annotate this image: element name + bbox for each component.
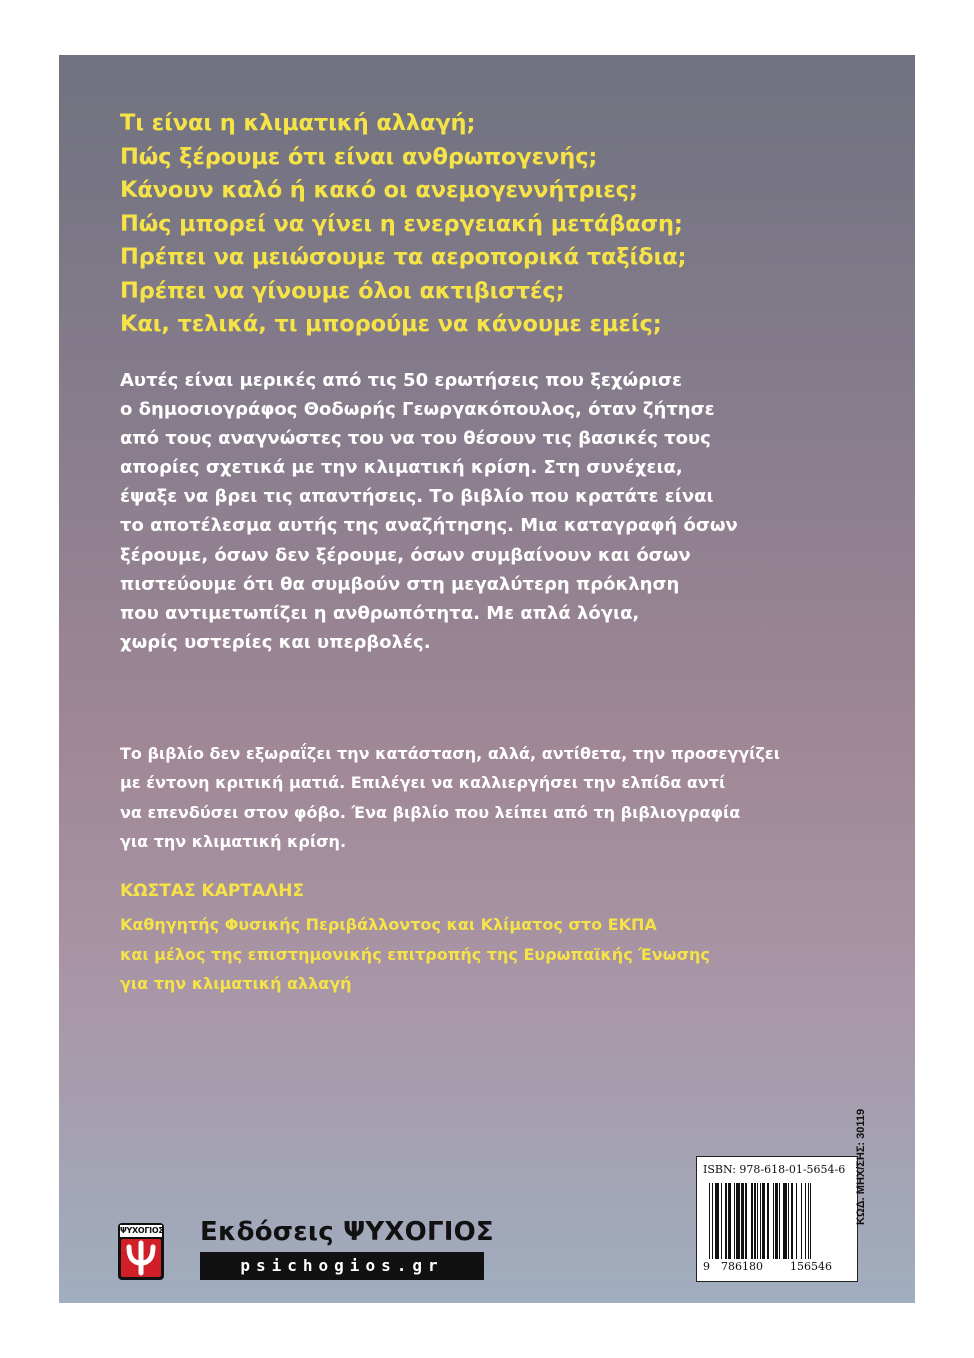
description-line: απορίες σχετικά με την κλιματική κρίση. Στη συνέχεια,: [120, 457, 683, 479]
psi-symbol-icon: [121, 1239, 161, 1277]
description-paragraph: [120, 366, 738, 657]
question-line: Τι είναι η κλιματική αλλαγή;: [120, 110, 476, 136]
question-list: [120, 107, 686, 342]
reviewer-title-line: Καθηγητής Φυσικής Περιβάλλοντος και Κλίματος στο ΕΚΠΑ: [120, 915, 657, 934]
question-line: Πώς ξέρουμε ότι είναι ανθρωπογενής;: [120, 143, 598, 170]
question-line: Κάνουν καλό ή κακό οι ανεμογεννήτριες;: [120, 177, 638, 203]
reviewer-title: [120, 910, 710, 999]
publisher-url: psichogios.gr: [200, 1252, 484, 1280]
back-cover: [59, 55, 915, 1303]
review-quote: [120, 739, 780, 856]
question-line: Πώς μπορεί να γίνει η ενεργειακή μετάβαση;: [120, 210, 683, 237]
question-line: Πρέπει να μειώσουμε τα αεροπορικά ταξίδια;: [120, 244, 687, 270]
barcode-bar: [810, 1183, 811, 1259]
product-code: ΚΩΔ. ΜΗΧ/ΣΗΣ: 30119: [855, 1108, 867, 1225]
barcode-digits-right: 156546: [790, 1260, 832, 1273]
reviewer-title-line: για την κλιματική αλλαγή: [120, 974, 352, 993]
description-line: το αποτέλεσμα αυτής της αναζήτησης. Μια καταγραφή όσων: [120, 515, 738, 537]
description-line: έψαξε να βρει τις απαντήσεις. Το βιβλίο που κρατάτε είναι: [120, 486, 714, 508]
barcode-digits-left: 786180: [721, 1260, 763, 1273]
description-line: που αντιμετωπίζει η ανθρωπότητα. Με απλά λόγια,: [120, 602, 640, 624]
description-line: Αυτές είναι μερικές από τις 50 ερωτήσεις που ξεχώρισε: [120, 370, 683, 391]
description-line: από τους αναγνώστες του να του θέσουν τις βασικές τους: [120, 428, 711, 450]
isbn-number: ISBN: 978-618-01-5654-6: [703, 1163, 846, 1176]
question-line: Και, τελικά, τι μπορούμε να κάνουμε εμείς;: [120, 311, 662, 337]
isbn-barcode: [696, 1156, 858, 1282]
publisher-logo-icon: [118, 1223, 164, 1280]
reviewer-title-line: και μέλος της επιστημονικής επιτροπής της Ευρωπαϊκής Ένωσης: [120, 944, 710, 964]
description-line: πιστεύουμε ότι θα συμβούν στη μεγαλύτερη πρόκληση: [120, 573, 680, 595]
quote-line: για την κλιματική κρίση.: [120, 831, 347, 851]
reviewer-name: ΚΩΣΤΑΣ ΚΑΡΤΑΛΗΣ: [120, 881, 305, 901]
description-line: ο δημοσιογράφος Θοδωρής Γεωργακόπουλος, όταν ζήτησε: [120, 399, 715, 421]
description-line: χωρίς υστερίες και υπερβολές.: [120, 631, 431, 653]
barcode-bars: [709, 1183, 851, 1259]
publisher-name: Εκδόσεις ΨΥΧΟΓΙΟΣ: [200, 1217, 494, 1247]
publisher-logo-label: ΨΥΧΟΓΙΟΣ: [120, 1226, 164, 1235]
description-line: ξέρουμε, όσων δεν ξέρουμε, όσων συμβαίνουν και όσων: [120, 544, 691, 566]
barcode-digit-first: 9: [703, 1260, 710, 1273]
quote-line: να επενδύσει στον φόβο. Ένα βιβλίο που λείπει από τη βιβλιογραφία: [120, 802, 741, 822]
question-line: Πρέπει να γίνουμε όλοι ακτιβιστές;: [120, 277, 565, 304]
quote-line: με έντονη κριτική ματιά. Επιλέγει να καλλιεργήσει την ελπίδα αντί: [120, 773, 726, 793]
quote-line: Το βιβλίο δεν εξωραΐζει την κατάσταση, αλλά, αντίθετα, την προσεγγίζει: [120, 744, 780, 763]
